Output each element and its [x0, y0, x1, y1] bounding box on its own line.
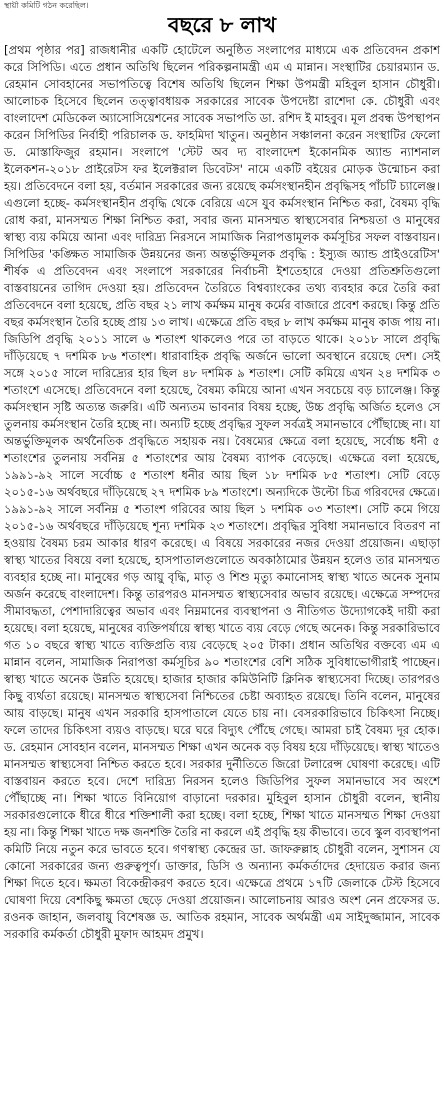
continuation-marker: [প্রথম পৃষ্ঠার পর]: [4, 43, 85, 57]
article-body: [4, 42, 440, 943]
article-body-text: রাজধানীর একটি হোটেলে অনুষ্ঠিত সংলাপের মাধ্যমে এক প্রতিবেদন প্রকাশ করে সিপিডি। এতে প্রধান অতিথি ছিলেন পরিকল্পনামন্ত্রী এম এ মান্নান। সংস্থাটির চেয়ারম্যান ড. রেহমান সোবহানের সভাপতিত্বে বিশেষ অতিথি ছিলেন শিক্ষা উপমন্ত্রী মহিবুল হাসান চৌধুরী। আলোচক হিসেবে ছিলেন তত্ত্বাবধায়ক সরকারের সাবেক উপদেষ্টা রাশেদা কে. চৌধুরী এবং বাংলাদেশ মেডিকেল অ্যাসোসিয়েশনের সাবেক সভাপতি ডা. রশিদ ই মাহবুব। মূল প্রবন্ধ উপস্থাপন করেন সিপিডির নির্বাহী পরিচালক ড. ফাহমিদা খাতুন। অনুষ্ঠান সঞ্চালনা করেন সংস্থাটির ফেলো ড. মোস্তাফিজুর রহমান। সংলাপে 'স্টেট অব দ্য বাংলাদেশ ইকোনমিক অ্যান্ড ন্যাশনাল ইলেকশন-২০১৮ প্রাইরেটস ফর ইলেক্টরাল ডিবেটস' নামে একটি বইয়ের মোড়ক উন্মোচন করা হয়। প্রতিবেদনে বলা হয়, বর্তমান সরকারের জন্য রয়েছে কর্মসংস্থানহীন প্রবৃদ্ধিসহ পাঁচটি চ্যালেঞ্জ। এগুলো হচ্ছে- কর্মসংস্থানহীন প্রবৃদ্ধি থেকে বেরিয়ে এসে যুব কর্মসংস্থান নিশ্চিত করা, বৈষম্য বৃদ্ধি রোধ করা, মানসম্মত শিক্ষা নিশ্চিত করা, সবার জন্য মানসম্মত স্বাস্থ্যসেবার নিশ্চয়তা ও মানুষের স্বাস্থ্য ব্যয় কমিয়ে আনা এবং দারিদ্র্য নিরসনে সামাজিক নিরাপত্তামূলক কর্মসূচির সফল বাস্তবায়ন। সিপিডির 'কঙ্ক্ষিত সামাজিক উন্নয়নের জন্য অন্তর্ভুক্তিমূলক প্রবৃদ্ধি : ইস্যুজ অ্যান্ড প্রাইওরেটিস' শীর্ষক এ প্রতিবেদন এবং সংলাপে সরকারের নির্বাচনী ইশতেহারে দেওয়া প্রতিশ্রুতিগুলো বাস্তবায়নের তাগিদ দেওয়া হয়। প্রতিবেদন তৈরিতে বিশ্বব্যাংকের তথ্য ব্যবহার করে তৈরি করা প্রতিবেদনে বলা হয়েছে, প্রতি বছর ২১ লাখ কর্মক্ষম মানুষ কর্মের বাজারে প্রবেশ করছে। কিন্তু প্রতি বছর কর্মসংস্থান তৈরি হচ্ছে প্রায় ১৩ লাখ। এক্ষেত্রে প্রতি বছর ৮ লাখ কর্মক্ষম মানুষ কাজ পায় না। জিডিপি প্রবৃদ্ধি ২০১১ সালে ৬ শতাংশ থাকলেও পরে তা বাড়তে থাকে। ২০১৮ সালে প্রবৃদ্ধি দাঁড়িয়েছে ৭ দশমিক ৮৬ শতাংশ। ধারাবাহিক প্রবৃদ্ধি অর্জনে ভালো অবস্থানে রয়েছে দেশ। সেই সঙ্গে ২০১৫ সালে দারিদ্র্যের হার ছিল ৪৮ দশমিক ৯ শতাংশ। সেটি কমিয়ে এখন ২৪ দশমিক ৩ শতাংশে এসেছে। প্রতিবেদনে বলা হয়েছে, বৈষম্য কমিয়ে আনা এখন সবচেয়ে বড় চ্যালেঞ্জ। কিন্তু কর্মসংস্থান সৃষ্টি অত্যন্ত জরুরি। এটি অন্যতম ভাবনার বিষয় হচ্ছে, উচ্চ প্রবৃদ্ধি অর্জিত হলেও সে তুলনায় কর্মসংস্থান তৈরি হচ্ছে না। অন্যটি হচ্ছে প্রবৃদ্ধির সুফল সর্বত্রই সমানভাবে পৌঁছাচ্ছে না। যা অন্তর্ভুক্তিমূলক অর্থনৈতিক প্রবৃদ্ধিতে সহায়ক নয়। বৈষম্যের ক্ষেত্রে বলা হয়েছে, সর্বোচ্চ ধনী ৫ শতাংশের তুলনায় সর্বনিম্ন ৫ শতাংশের আয় বৈষম্য ব্যাপক বেড়েছে। এক্ষেত্রে বলা হয়েছে, ১৯৯১-৯২ সালে সর্বোচ্চ ৫ শতাংশ ধনীর আয় ছিল ১৮ দশমিক ৮৫ শতাংশ। সেটি বেড়ে ২০১৫-১৬ অর্থবছরে দাঁড়িয়েছে ২৭ দশমিক ৮৯ শতাংশে। অন্যদিকে উল্টো চিত্র গরিবদের ক্ষেত্রে। ১৯৯১-৯২ সালে সর্বনিম্ন ৫ শতাংশ গরিবের আয় ছিল ১ দশমিক ০৩ শতাংশ। সেটি কমে গিয়ে ২০১৫-১৬ অর্থবছরে দাঁড়িয়েছে শূন্য দশমিক ২৩ শতাংশে। প্রবৃদ্ধির সুবিধা সমানভাবে বিতরণ না হওয়ায় বৈষম্য চরম আকার ধারণ করেছে। এ বিষয়ে সরকারের নজর দেওয়া প্রয়োজন। এছাড়া স্বাস্থ্য খাতের বিষয়ে বলা হয়েছে, হাসপাতালগুলোতে অবকাঠামোর উন্নয়ন হলেও তার মানসম্মত ব্যবহার হচ্ছে না। মানুষের গড় আয়ু বৃদ্ধি, মাতৃ ও শিশু মৃত্যু কমানোসহ স্বাস্থ্য খাতে অনেক সুনাম অর্জন করেছে বাংলাদেশ। কিন্তু তারপরও মানসম্মত স্বাস্থ্যসেবার অভাব রয়েছে। এক্ষেত্রে সম্পদের সীমাবদ্ধতা, পেশাদারিত্বের অভাব এবং নিম্নমানের ব্যবস্থাপনা ও নীতিগত উদ্যোগকেই দায়ী করা হয়েছে। বলা হয়েছে, মানুষের ব্যক্তিপর্যায়ে স্বাস্থ্য খাতে ব্যয় বেড়ে গেছে অনেক। কিন্তু সরকারিভাবে গত ১০ বছরে স্বাস্থ্য খাতে ব্যক্তিপ্রতি ব্যয় বেড়েছে ২০৫ টাকা। প্রধান অতিথির বক্তব্যে এম এ মান্নান বলেন, সামাজিক নিরাপত্তা কর্মসূচির ৯০ শতাংশের বেশি সঠিক সুবিধাভোগীরাই পাচ্ছেন। স্বাস্থ্য খাতে অনেক উন্নতি হয়েছে। হাজার হাজার কমিউনিটি ক্লিনিক স্বাস্থ্যসেবা দিচ্ছে। তারপরও কিছু ব্যর্থতা রয়েছে। মানসম্মত স্বাস্থ্যসেবা নিশ্চিতের চেষ্টা অব্যাহত রয়েছে। তিনি বলেন, মানুষের আয় বাড়ছে। মানুষ এখন সরকারি হাসপাতালে যেতে চায় না। বেসরকারিভাবে চিকিৎসা নিচ্ছে। ফলে তাদের চিকিৎসা ব্যয়ও বাড়ছে। ঘরে ঘরে বিদ্যুৎ পৌঁছে গেছে। আমরা চাই বৈষম্য দূর হোক। ড. রেহমান সোবহান বলেন, মানসম্মত শিক্ষা এখন অনেক বড় বিষয় হয়ে দাঁড়িয়েছে। স্বাস্থ্য খাতেও মানসম্মত স্বাস্থ্যসেবা নিশ্চিত করতে হবে। সরকার দুর্নীতিতে জিরো টলারেন্স ঘোষণা করেছে। এটি বাস্তবায়ন করতে হবে। দেশে দারিদ্র্য নিরসন হলেও জিডিপির সুফল সমানভাবে সব অংশে পৌঁছাচ্ছে না। শিক্ষা খাতে বিনিয়োগ বাড়ানো দরকার। মুহিবুল হাসান চৌধুরী বলেন, স্থানীয় সরকারগুলোকে ধীরে ধীরে শক্তিশালী করা হচ্ছে। বলা হচ্ছে, শিক্ষা খাতে মানসম্মত শিক্ষা দেওয়া হয় না। কিন্তু শিক্ষা খাতে দক্ষ জনশক্তি তৈরি না করলে এই প্রবৃদ্ধি হয় কীভাবে। তবে স্কুল ব্যবস্থাপনা কমিটি নিয়ে নতুন করে ভাবতে হবে। গণস্বাস্থ্য কেন্দ্রের ডা. জাফরুল্লাহ চৌধুরী বলেন, সুশাসন যে কোনো সরকারের জন্য গুরুত্বপূর্ণ। ডাক্তার, ডিসি ও অন্যান্য কর্মকর্তাদের হেদায়েত করার জন্য শিক্ষা দিতে হবে। ক্ষমতা বিকেন্দ্রীকরণ করতে হবে। এক্ষেত্রে প্রথমে ১৭টি জেলাকে টেস্ট হিসেবে ঘোষণা দিয়ে বেশকিছু ক্ষমতা ছেড়ে দেওয়া প্রয়োজন। আলোচনায় আরও অংশ নেন প্রফেসর ড. রওনক জাহান, জলবায়ু বিশেষজ্ঞ ড. আতিক রহমান, সাবেক অর্থমন্ত্রী এম সাইদুজ্জামান, সাবেক সরকারি কর্মকর্তা চৌধুরী মুফাদ আহমদ প্রমুখ।: [4, 43, 441, 941]
article-headline: বছরে ৮ লাখ: [167, 12, 277, 37]
previous-article-fragment: স্থায়ী কমিটি গঠন করেছিল।: [4, 1, 89, 10]
